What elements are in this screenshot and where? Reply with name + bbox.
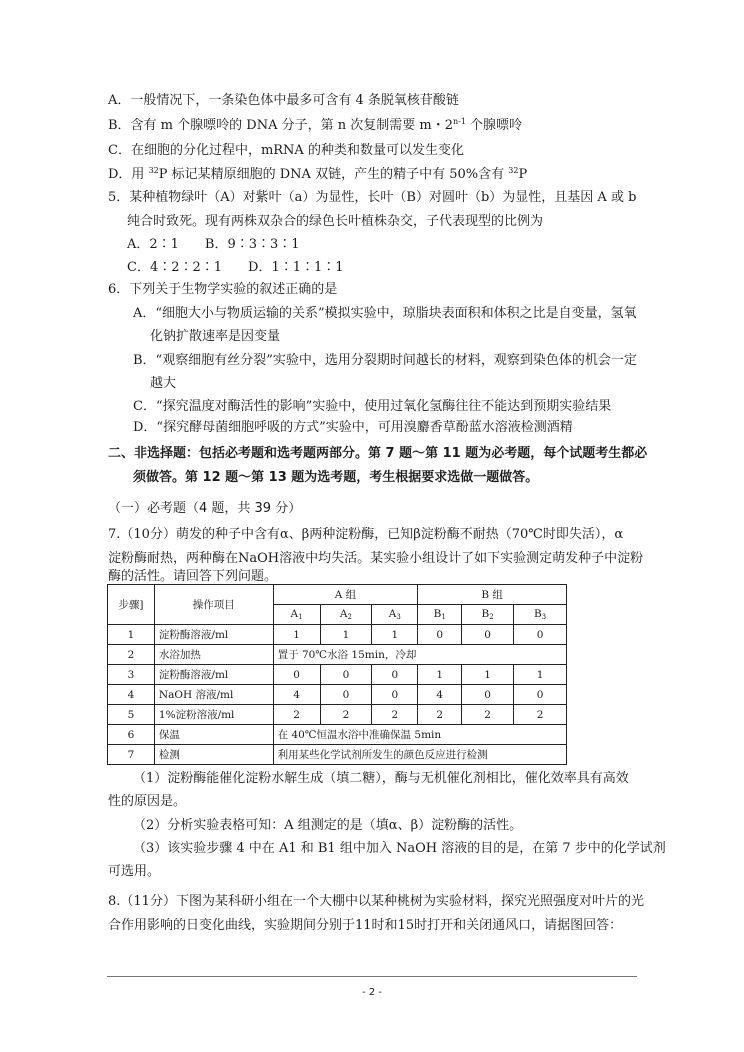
step-cell: 5 [108,705,155,725]
header-a3: $A_3$ [372,605,418,625]
value-cell: 0 [462,625,514,645]
q7-stem-line3: 酶的活性。请回答下列问题。 [108,569,278,584]
q7-sub2: （2）分析实验表格可知：A 组测定的是（填α、β）淀粉酶的活性。 [133,818,523,833]
q6-option-a-line1: A．“细胞大小与物质运输的关系”模拟实验中，琼脂块表面积和体积之比是自变量，氢氧 [133,306,637,321]
step-cell: 6 [108,725,155,745]
operation-cell: 检测 [154,745,273,765]
page-number: - 2 - [362,987,382,998]
table-row [108,705,567,725]
value-cell: 0 [372,685,418,705]
header-a1: $A_1$ [273,605,320,625]
q7-stem-line1: 7.（10分）萌发的种子中含有α、β两种淀粉酶，已知β淀粉酶不耐热（70℃时即失活），α [108,527,624,542]
merged-cell: 置于 70℃水浴 15min，冷却 [273,645,566,665]
q7-sub3-line1: （3）该实验步骤 4 中在 A1 和 B1 组中加入 NaOH 溶液的目的是，在第 7 步中的化学试剂 [133,841,666,856]
step-cell: 2 [108,645,155,665]
header-group-b: B 组 [418,585,567,605]
table-row [108,685,567,705]
q7-sub3-line2: 可选用。 [108,864,161,879]
step-cell: 7 [108,745,155,765]
q4-option-b-tail: 个腺嘌呤 [465,118,523,133]
header-operation: 操作项目 [154,585,273,625]
step-cell: 1 [108,625,155,645]
value-cell: 2 [418,705,462,725]
value-cell: 0 [320,685,372,705]
header-step: 步骤] [108,585,155,625]
q6-stem: 6．下列关于生物学实验的叙述正确的是 [108,282,338,297]
experiment-table [107,584,567,765]
table-row [108,645,567,665]
operation-cell: 淀粉酶溶液/ml [154,625,273,645]
value-cell: 2 [462,705,514,725]
q4-option-b [108,118,522,134]
table-header-row [108,585,567,605]
operation-cell: NaOH 溶液/ml [154,685,273,705]
q5-options-line2: C．4∶2∶2∶1 D．1∶1∶1∶1 [127,260,344,275]
value-cell: 1 [320,625,372,645]
q4-option-d-text: D．用 [108,167,149,182]
q4-option-d [108,167,527,183]
q4-option-d-isotope-1: 32 [148,166,159,175]
q4-option-b-exponent: n-1 [452,117,466,126]
value-cell: 2 [514,705,567,725]
q8-stem-line2: 合作用影响的日变化曲线，实验期间分别于11时和15时打开和关闭通风口，请据图回答： [108,918,623,933]
q4-option-d-isotope-2: 32 [508,166,519,175]
value-cell: 4 [418,685,462,705]
header-b3: $B_3$ [514,605,567,625]
q7-sub1-line1: （1）淀粉酶能催化淀粉水解生成（填二糖），酶与无机催化剂相比，催化效率具有高效 [133,771,629,786]
q6-option-b-line2: 越大 [150,376,177,391]
table-row [108,725,567,745]
step-cell: 4 [108,685,155,705]
value-cell: 1 [462,665,514,685]
q4-option-c: C．在细胞的分化过程中，mRNA 的种类和数量可以发生变化 [108,143,464,158]
section2-subheading: （一）必考题（4 题，共 39 分） [108,501,302,516]
value-cell: 1 [514,665,567,685]
q6-option-a-line2: 化钠扩散速率是因变量 [150,329,281,344]
value-cell: 1 [273,625,320,645]
q5-options-line1: A．2∶1 B．9∶3∶3∶1 [127,237,300,252]
value-cell: 0 [462,685,514,705]
footer-divider [107,976,637,977]
section2-heading-line2: 须做答。第 12 题～第 13 题为选考题，考生根据要求选做一题做答。 [133,470,539,485]
q8-stem-line1: 8.（11分）下图为某科研小组在一个大棚中以某种桃树为实验材料，探究光照强度对叶片的光 [108,894,644,909]
value-cell: 2 [372,705,418,725]
table-row [108,625,567,645]
section2-heading-line1: 二、非选择题：包括必考题和选考题两部分。第 7 题～第 11 题为必考题，每个试题考生都必 [108,446,648,461]
q4-option-d-mid: P 标记某精原细胞的 DNA 双链，产生的精子中有 50%含有 [158,167,509,182]
q5-stem-line1: 5．某种植物绿叶（A）对紫叶（a）为显性，长叶（B）对圆叶（b）为显性，且基因 A 或 b [108,190,637,205]
header-b1: $B_1$ [418,605,462,625]
q6-option-d: D．“探究酵母菌细胞呼吸的方式”实验中，可用溴麝香草酚蓝水溶液检测酒精 [133,420,573,435]
value-cell: 0 [514,685,567,705]
header-group-a: A 组 [273,585,418,605]
q6-option-b-line1: B．“观察细胞有丝分裂”实验中，选用分裂期时间越长的材料，观察到染色体的机会一定 [133,353,637,368]
value-cell: 0 [514,625,567,645]
operation-cell: 淀粉酶溶液/ml [154,665,273,685]
value-cell: 1 [418,665,462,685]
table-row [108,665,567,685]
operation-cell: 保温 [154,725,273,745]
value-cell: 0 [372,665,418,685]
q7-sub1-line2: 性的原因是。 [108,794,187,809]
q4-option-a: A．一般情况下，一条染色体中最多可含有 4 条脱氧核苷酸链 [108,93,459,108]
value-cell: 2 [273,705,320,725]
merged-cell: 在 40℃恒温水浴中准确保温 5min [273,725,566,745]
table-row [108,745,567,765]
value-cell: 1 [372,625,418,645]
q5-stem-line2: 纯合时致死。现有两株双杂合的绿色长叶植株杂交，子代表现型的比例为 [127,214,544,229]
value-cell: 4 [273,685,320,705]
value-cell: 0 [320,665,372,685]
value-cell: 0 [418,625,462,645]
value-cell: 0 [273,665,320,685]
q7-stem-line2: 淀粉酶耐热，两种酶在NaOH溶液中均失活。某实验小组设计了如下实验测定萌发种子中淀粉 [108,551,644,566]
operation-cell: 1%淀粉溶液/ml [154,705,273,725]
q4-option-b-text: B．含有 m 个腺嘌呤的 DNA 分子，第 n 次复制需要 m・2 [108,118,453,133]
merged-cell: 利用某些化学试剂所发生的颜色反应进行检测 [273,745,566,765]
operation-cell: 水浴加热 [154,645,273,665]
header-a2: $A_2$ [320,605,372,625]
header-b2: $B_2$ [462,605,514,625]
step-cell: 3 [108,665,155,685]
value-cell: 2 [320,705,372,725]
q4-option-d-tail: P [518,167,528,182]
q6-option-c: C．“探究温度对酶活性的影响”实验中，使用过氧化氢酶往往不能达到预期实验结果 [133,399,612,414]
